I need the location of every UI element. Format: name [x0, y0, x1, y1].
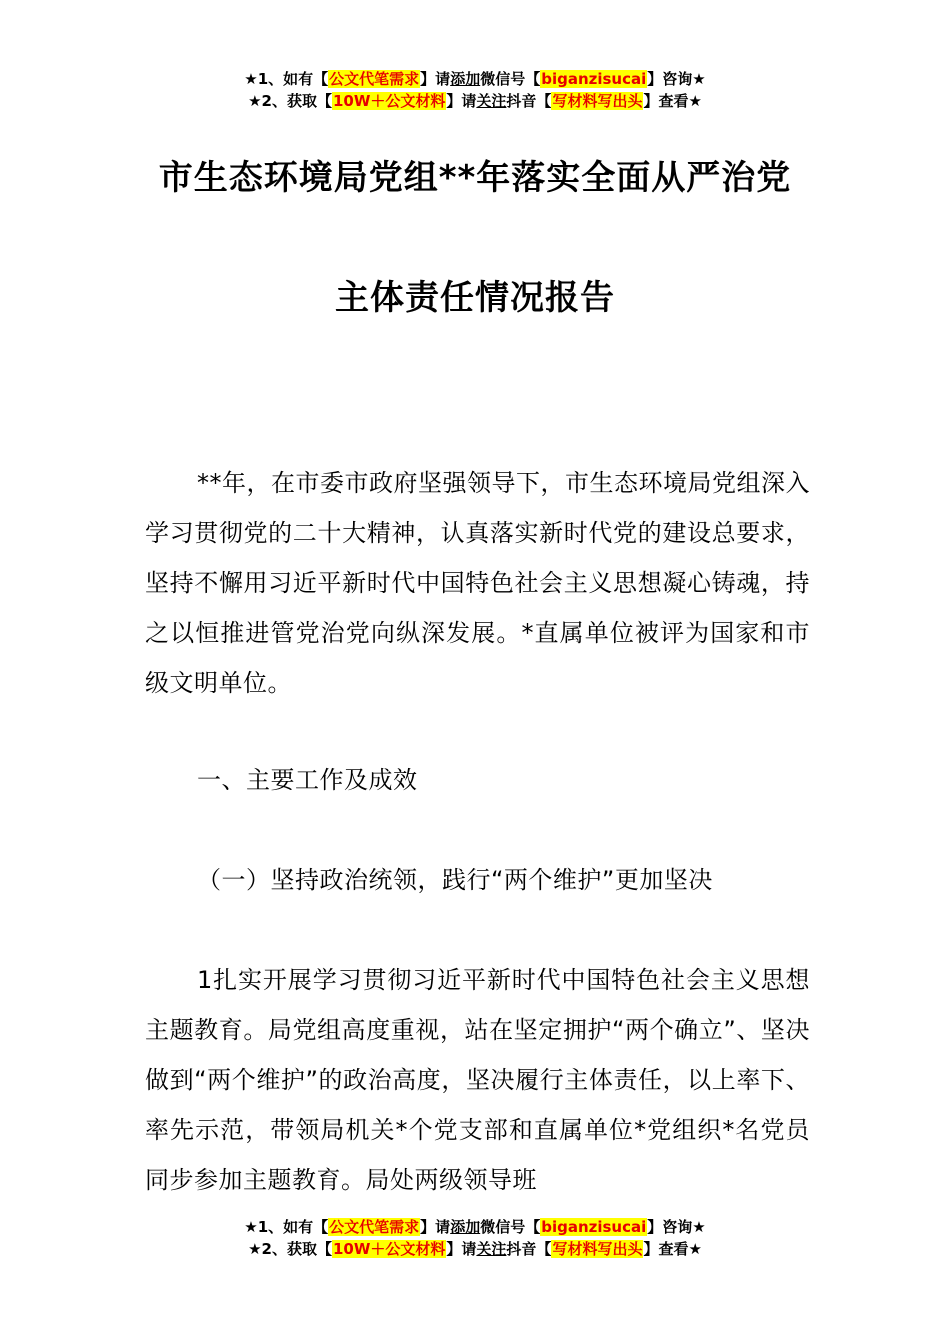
promo-text: 】查看★ — [643, 1240, 702, 1258]
promo-text: ★1、如有【 — [244, 1218, 329, 1236]
promo-text: 抖音【 — [506, 92, 552, 110]
promo-highlight: 写材料写出头 — [552, 92, 643, 110]
promo-header — [0, 68, 950, 112]
promo-underline: 关注 — [476, 1240, 507, 1258]
promo-highlight: 公文代笔需求 — [329, 70, 420, 88]
promo-text: 】查看★ — [643, 92, 702, 110]
promo-underline: 关注 — [476, 92, 507, 110]
promo-text: ★2、获取【 — [248, 92, 332, 110]
document-title-line-2: 主体责任情况报告 — [335, 278, 615, 318]
promo-highlight: biganzisucai — [541, 1218, 647, 1236]
promo-line-1 — [0, 1216, 950, 1238]
promo-highlight: 10W＋公文材料 — [332, 1240, 446, 1258]
promo-text: 】咨询★ — [647, 1218, 706, 1236]
promo-line-1 — [0, 68, 950, 90]
promo-highlight: 写材料写出头 — [552, 1240, 643, 1258]
promo-highlight: 公文代笔需求 — [329, 1218, 420, 1236]
promo-line-2 — [0, 1238, 950, 1260]
promo-text: 】请 — [420, 70, 451, 88]
subsection-heading: （一）坚持政治统领，践行“两个维护”更加坚决 — [197, 866, 713, 894]
promo-text: 微信号【 — [480, 70, 541, 88]
body-paragraph: 1扎实开展学习贯彻习近平新时代中国特色社会主义思想主题教育。局党组高度重视，站在坚定拥护“两个确立”、坚决做到“两个维护”的政治高度，坚决履行主体责任，以上率下、率先示范，带领局机关*个党支部和直属单位*党组织*名党员同步参加主题教育。局处两级领导班 — [145, 966, 810, 1194]
promo-underline: 添加 — [450, 1218, 481, 1236]
promo-text: 】请 — [420, 1218, 451, 1236]
document-title-line-1: 市生态环境局党组**年落实全面从严治党 — [158, 158, 792, 198]
promo-line-2 — [0, 90, 950, 112]
intro-paragraph: **年，在市委市政府坚强领导下，市生态环境局党组深入学习贯彻党的二十大精神，认真落实新时代党的建设总要求，坚持不懈用习近平新时代中国特色社会主义思想凝心铸魂，持之以恒推进管党治党向纵深发展。*直属单位被评为国家和市级文明单位。 — [145, 469, 810, 697]
promo-highlight: biganzisucai — [541, 70, 647, 88]
promo-text: ★2、获取【 — [248, 1240, 332, 1258]
promo-highlight: 10W＋公文材料 — [332, 92, 446, 110]
promo-text: 】请 — [446, 1240, 477, 1258]
promo-text: 抖音【 — [506, 1240, 552, 1258]
promo-text: 微信号【 — [480, 1218, 541, 1236]
promo-footer — [0, 1216, 950, 1260]
promo-text: 】请 — [446, 92, 477, 110]
promo-underline: 添加 — [450, 70, 481, 88]
promo-text: ★1、如有【 — [244, 70, 329, 88]
promo-text: 】咨询★ — [647, 70, 706, 88]
section-heading: 一、主要工作及成效 — [197, 766, 418, 794]
